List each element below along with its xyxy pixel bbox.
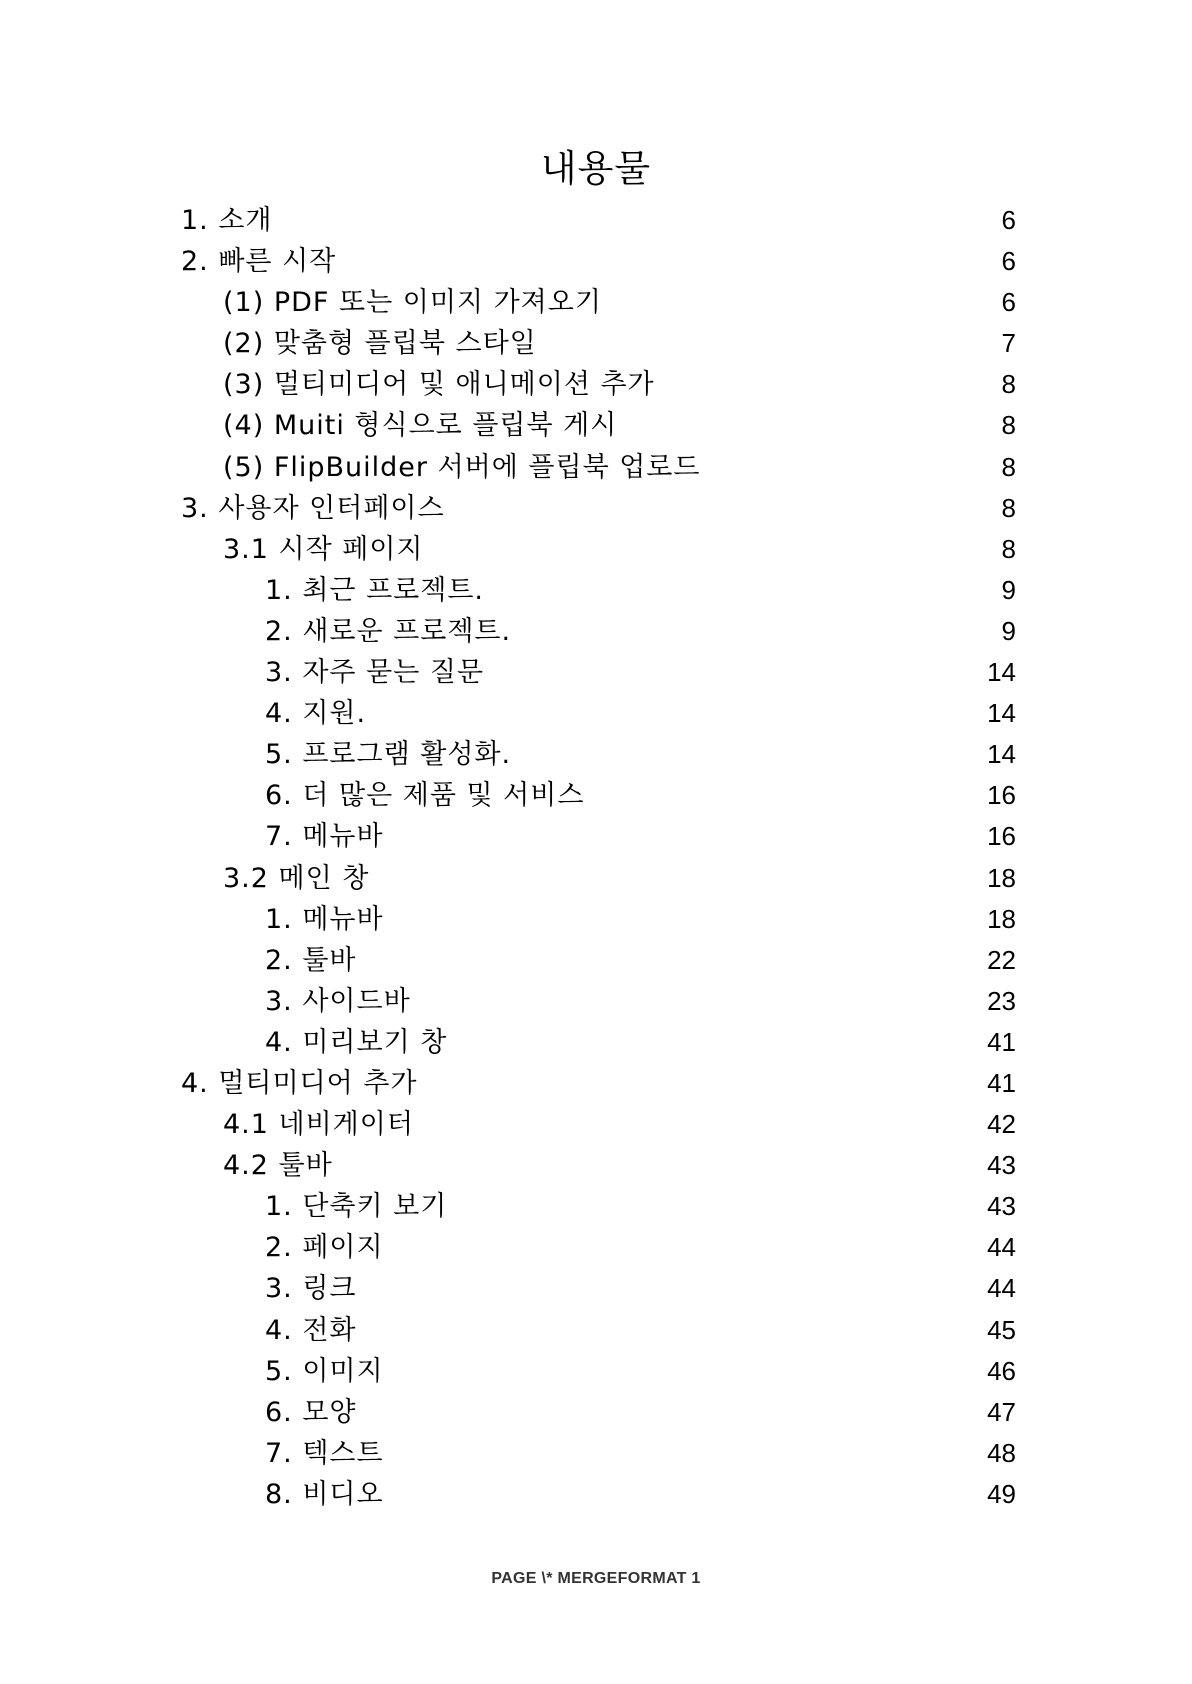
toc-entry-page-number: 42 <box>987 1109 1016 1140</box>
toc-entry-page-number: 16 <box>987 821 1016 852</box>
toc-entry-page-number: 6 <box>1001 287 1016 318</box>
toc-entry-label: 1. 메뉴바 <box>265 903 384 935</box>
toc-entry-label: 4.1 네비게이터 <box>223 1109 414 1141</box>
toc-entry[interactable] <box>181 1268 1021 1309</box>
toc-entry[interactable] <box>181 899 1021 940</box>
toc-entry[interactable] <box>181 734 1021 775</box>
toc-entry-label: 1. 소개 <box>181 205 273 236</box>
toc-entry-page-number: 8 <box>1001 533 1016 564</box>
toc-entry[interactable] <box>181 405 1021 446</box>
toc-entry-label: 7. 텍스트 <box>265 1437 384 1469</box>
toc-entry-label: (4) Muiti 형식으로 플립북 게시 <box>223 410 618 442</box>
toc-entry[interactable] <box>181 940 1021 981</box>
toc-entry[interactable] <box>181 282 1021 323</box>
toc-entry-page-number: 14 <box>987 739 1016 770</box>
toc-entry[interactable] <box>181 570 1021 611</box>
toc-entry-label: 5. 이미지 <box>265 1355 384 1387</box>
toc-entry-page-number: 8 <box>1001 369 1016 400</box>
toc-entry-page-number: 44 <box>987 1232 1016 1263</box>
toc-entry[interactable] <box>181 1104 1021 1145</box>
page-footer-field: PAGE \* MERGEFORMAT 1 <box>491 1570 701 1587</box>
toc-entry[interactable] <box>181 816 1021 857</box>
toc-entry-label: 3. 링크 <box>265 1273 357 1305</box>
toc-entry[interactable] <box>181 1145 1021 1186</box>
toc-entry-label: (2) 맞춤형 플립북 스타일 <box>223 328 537 360</box>
toc-entry-page-number: 14 <box>987 698 1016 729</box>
toc-entry-page-number: 6 <box>1001 246 1016 277</box>
toc-entry-label: 7. 메뉴바 <box>265 821 384 853</box>
toc-entry-page-number: 18 <box>987 862 1016 893</box>
toc-entry-label: 3.2 메인 창 <box>223 862 370 894</box>
toc-entry[interactable] <box>181 529 1021 570</box>
toc-entry[interactable] <box>181 693 1021 734</box>
toc-entry-label: 1. 최근 프로젝트. <box>265 574 485 606</box>
toc-entry[interactable] <box>181 1433 1021 1474</box>
toc-entry-label: 5. 프로그램 활성화. <box>265 739 512 771</box>
toc-entry-label: 6. 더 많은 제품 및 서비스 <box>265 780 585 812</box>
toc-entry[interactable] <box>181 858 1021 899</box>
toc-entry[interactable] <box>181 364 1021 405</box>
toc-entry-page-number: 8 <box>1001 492 1016 523</box>
toc-entry-page-number: 22 <box>987 944 1016 975</box>
toc-title: 내용물 <box>540 147 652 190</box>
toc-entry-page-number: 46 <box>987 1355 1016 1386</box>
toc-entry-label: 2. 빠른 시작 <box>181 246 337 278</box>
toc-entry[interactable] <box>181 611 1021 652</box>
toc-entry-page-number: 9 <box>1001 574 1016 605</box>
toc-entry-label: (3) 멀티미디어 및 애니메이션 추가 <box>223 369 655 401</box>
toc-entry-page-number: 44 <box>987 1273 1016 1304</box>
toc-entry[interactable] <box>181 447 1021 488</box>
toc-entry-label: 2. 새로운 프로젝트. <box>265 615 512 647</box>
toc-entry-page-number: 8 <box>1001 410 1016 441</box>
toc-entry[interactable] <box>181 1310 1021 1351</box>
toc-entry-page-number: 7 <box>1001 328 1016 359</box>
toc-entry-page-number: 14 <box>987 657 1016 688</box>
toc-entry-label: 4.2 툴바 <box>223 1150 333 1182</box>
toc-entry[interactable] <box>181 1186 1021 1227</box>
toc-entry-page-number: 47 <box>987 1396 1016 1427</box>
toc-entry-label: 4. 멀티미디어 추가 <box>181 1067 418 1099</box>
toc-entry-page-number: 45 <box>987 1314 1016 1345</box>
toc-entry[interactable] <box>181 1022 1021 1063</box>
toc-entry-label: 8. 비디오 <box>265 1478 384 1510</box>
toc-entry-label: (5) FlipBuilder 서버에 플립북 업로드 <box>223 451 701 483</box>
toc-entry-label: 2. 툴바 <box>265 944 357 976</box>
toc-entry[interactable] <box>181 1227 1021 1268</box>
toc-entry-page-number: 48 <box>987 1437 1016 1468</box>
toc-entry[interactable] <box>181 1392 1021 1433</box>
toc-entry-label: 3. 자주 묻는 질문 <box>265 657 485 689</box>
toc-entry[interactable] <box>181 1474 1021 1515</box>
toc-entry-label: 4. 미리보기 창 <box>265 1026 448 1058</box>
toc-entry-label: 3. 사용자 인터페이스 <box>181 492 445 524</box>
toc-entry[interactable] <box>181 1063 1021 1104</box>
toc-entry[interactable] <box>181 652 1021 693</box>
toc-entry-page-number: 43 <box>987 1191 1016 1222</box>
toc-entry-label: 3. 사이드바 <box>265 985 411 1017</box>
toc-entry-label: 3.1 시작 페이지 <box>223 533 424 565</box>
toc-entry-page-number: 23 <box>987 985 1016 1016</box>
toc-entry-label: 2. 페이지 <box>265 1232 384 1264</box>
toc-entry-label: 4. 전화 <box>265 1314 357 1346</box>
toc-entry[interactable] <box>181 1351 1021 1392</box>
toc-entry-page-number: 16 <box>987 780 1016 811</box>
toc-entry-label: (1) PDF 또는 이미지 가져오기 <box>223 287 602 319</box>
toc-entry[interactable] <box>181 323 1021 364</box>
toc-entry-label: 6. 모양 <box>265 1396 357 1428</box>
toc-entry[interactable] <box>181 488 1021 529</box>
toc-entry-page-number: 18 <box>987 903 1016 934</box>
toc-list <box>181 200 1021 1515</box>
toc-entry-page-number: 6 <box>1001 205 1016 235</box>
toc-entry[interactable] <box>181 200 1021 241</box>
toc-entry-label: 1. 단축키 보기 <box>265 1191 448 1223</box>
toc-entry-page-number: 8 <box>1001 451 1016 482</box>
toc-entry[interactable] <box>181 775 1021 816</box>
toc-entry-label: 4. 지원. <box>265 698 367 730</box>
toc-entry[interactable] <box>181 241 1021 282</box>
toc-entry-page-number: 41 <box>987 1026 1016 1057</box>
toc-entry[interactable] <box>181 981 1021 1022</box>
toc-entry-page-number: 41 <box>987 1067 1016 1098</box>
toc-entry-page-number: 9 <box>1001 615 1016 646</box>
toc-entry-page-number: 43 <box>987 1150 1016 1181</box>
toc-entry-page-number: 49 <box>987 1478 1016 1509</box>
